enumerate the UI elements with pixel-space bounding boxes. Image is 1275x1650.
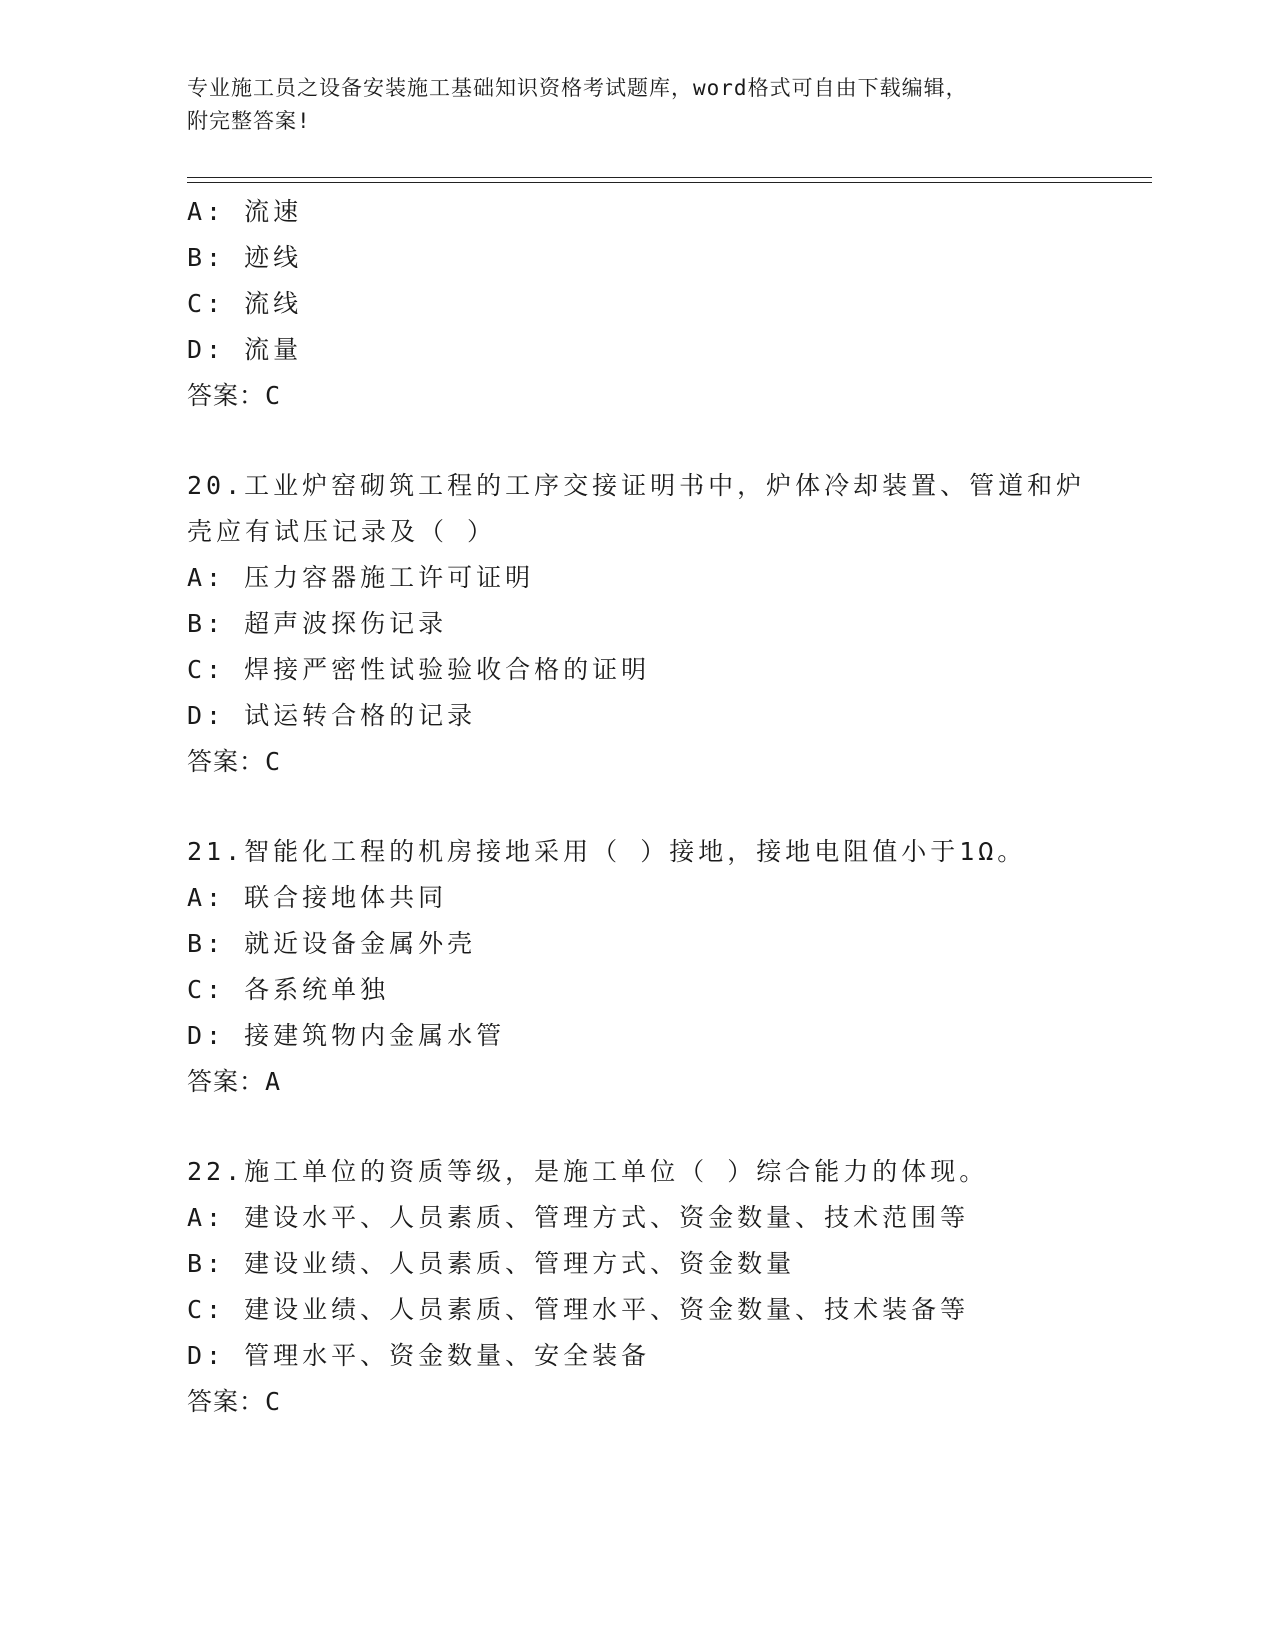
question-19-block	[187, 189, 1137, 419]
spacer	[187, 1105, 1137, 1149]
question-22-block	[187, 1149, 1137, 1425]
option-d: D: 试运转合格的记录	[187, 701, 477, 730]
option-c: C: 流线	[187, 289, 303, 318]
option-b: B: 建设业绩、人员素质、管理方式、资金数量	[187, 1249, 796, 1278]
option-c: C: 各系统单独	[187, 975, 390, 1004]
answer: 答案：A	[187, 1067, 282, 1096]
question-20-block	[187, 463, 1137, 785]
header-line-2: 附完整答案!	[187, 109, 311, 133]
option-c: C: 焊接严密性试验验收合格的证明	[187, 655, 651, 684]
option-c: C: 建设业绩、人员素质、管理水平、资金数量、技术装备等	[187, 1295, 970, 1324]
answer: 答案：C	[187, 381, 282, 410]
spacer	[187, 785, 1137, 829]
header-divider-bottom	[187, 182, 1152, 183]
option-b: B: 就近设备金属外壳	[187, 929, 477, 958]
question-text: 22.施工单位的资质等级，是施工单位（ ）综合能力的体现。	[187, 1157, 989, 1186]
document-header	[187, 72, 1067, 138]
option-d: D: 接建筑物内金属水管	[187, 1021, 506, 1050]
question-list	[187, 189, 1137, 1425]
spacer	[187, 419, 1137, 463]
question-text: 21.智能化工程的机房接地采用（ ）接地，接地电阻值小于1Ω。	[187, 837, 1027, 866]
header-divider-top	[187, 177, 1152, 178]
option-b: B: 超声波探伤记录	[187, 609, 448, 638]
question-text-continued: 壳应有试压记录及（ ）	[187, 517, 497, 546]
header-line-1: 专业施工员之设备安装施工基础知识资格考试题库，word格式可自由下载编辑，	[187, 76, 968, 100]
option-a: A: 联合接地体共同	[187, 883, 448, 912]
question-21-block	[187, 829, 1137, 1105]
answer: 答案：C	[187, 1387, 282, 1416]
question-text: 20.工业炉窑砌筑工程的工序交接证明书中，炉体冷却装置、管道和炉	[187, 471, 1086, 500]
option-d: D: 流量	[187, 335, 303, 364]
option-d: D: 管理水平、资金数量、安全装备	[187, 1341, 651, 1370]
option-a: A: 建设水平、人员素质、管理方式、资金数量、技术范围等	[187, 1203, 970, 1232]
option-a: A: 压力容器施工许可证明	[187, 563, 535, 592]
option-a: A: 流速	[187, 197, 303, 226]
answer: 答案：C	[187, 747, 282, 776]
option-b: B: 迹线	[187, 243, 303, 272]
